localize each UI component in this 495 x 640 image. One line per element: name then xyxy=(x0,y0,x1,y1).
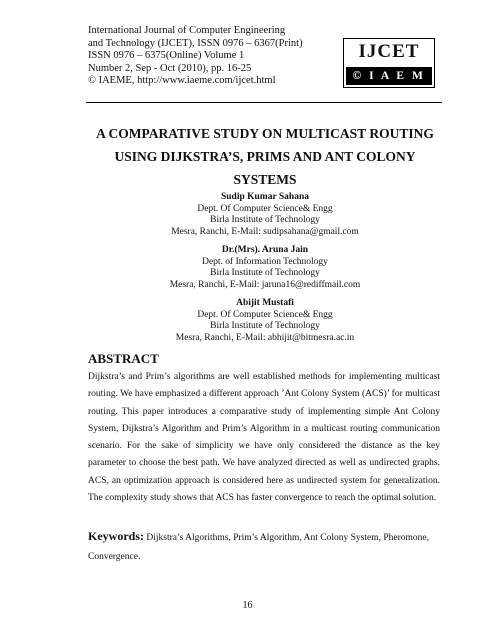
paper-title xyxy=(70,122,460,191)
keywords-text: Dijkstra’s Algorithms, Prim’s Algorithm, Ant Colony System, Pheromone, Convergence. xyxy=(88,533,430,562)
title-line-2: USING DIJKSTRA’S, PRIMS AND ANT COLONY xyxy=(114,149,416,164)
author-name: Dr.(Mrs). Aruna Jain xyxy=(221,245,309,255)
author-name: Abijit Mustafi xyxy=(236,298,294,308)
author-block xyxy=(90,245,440,291)
author-institute: Birla Institute of Technology xyxy=(210,321,320,331)
title-line-3: SYSTEMS xyxy=(233,172,297,187)
author-address: Mesra, Ranchi, E-Mail: abhijit@bitmesra.ac.in xyxy=(175,332,355,343)
author-dept: Dept. Of Computer Science& Engg xyxy=(197,203,333,214)
author-institute: Birla Institute of Technology xyxy=(210,215,320,225)
author-name: Sudip Kumar Sahana xyxy=(220,192,309,202)
header-line-issue: Number 2, Sep - Oct (2010), pp. 16-25 xyxy=(88,62,252,74)
author-institute: Birla Institute of Technology xyxy=(210,268,320,278)
header-line-url: © IAEME, http://www.iaeme.com/ijcet.html xyxy=(88,75,276,86)
abstract-body: Dijkstra’s and Prim’s algorithms are well established methods for implementing multicast routing. We have emphasized a different approach ’Ant Colony System (ACS)’ for multicast routing. This paper introduces a comparative study of implementing simple Ant Colony System, Dijkstra’s Algorithm and Prim’s Algorithm in a multicast routing communication scenario. For the sake of simplicity we have only considered the distance as the key parameter to choose the best path. We have analyzed directed as well as undirected graphs. ACS, an optimization approach is considered here as undirected system for generalization. The complexity study shows that ACS has faster convergence to reach the optimal solution. xyxy=(88,372,440,504)
title-line-1: A COMPARATIVE STUDY ON MULTICAST ROUTING xyxy=(96,126,434,141)
header-line-journal: International Journal of Computer Engineering xyxy=(88,25,286,36)
journal-logo xyxy=(343,38,435,100)
keywords-label: Keywords: xyxy=(88,529,144,543)
author-dept: Dept. Of Computer Science& Engg xyxy=(197,309,333,320)
author-list xyxy=(90,192,440,351)
author-dept: Dept. of Information Technology xyxy=(202,256,328,267)
abstract-heading: ABSTRACT xyxy=(88,351,159,366)
keywords-section xyxy=(88,527,440,567)
author-address: Mesra, Ranchi, E-Mail: sudipsahana@gmail.com xyxy=(171,226,359,237)
author-address: Mesra, Ranchi, E-Mail: jaruna16@rediffmail.com xyxy=(169,279,361,290)
logo-title: IJCET xyxy=(358,41,420,62)
header-line-issn-print: and Technology (IJCET), ISSN 0976 – 6367(Print) xyxy=(88,37,303,49)
header-line-issn-online: ISSN 0976 – 6375(Online) Volume 1 xyxy=(88,50,245,61)
journal-header xyxy=(88,25,348,88)
header-divider xyxy=(86,102,442,103)
author-block xyxy=(90,192,440,238)
author-block xyxy=(90,298,440,344)
page-number: 16 xyxy=(242,600,253,611)
logo-publisher: © I A E M E xyxy=(346,67,432,85)
